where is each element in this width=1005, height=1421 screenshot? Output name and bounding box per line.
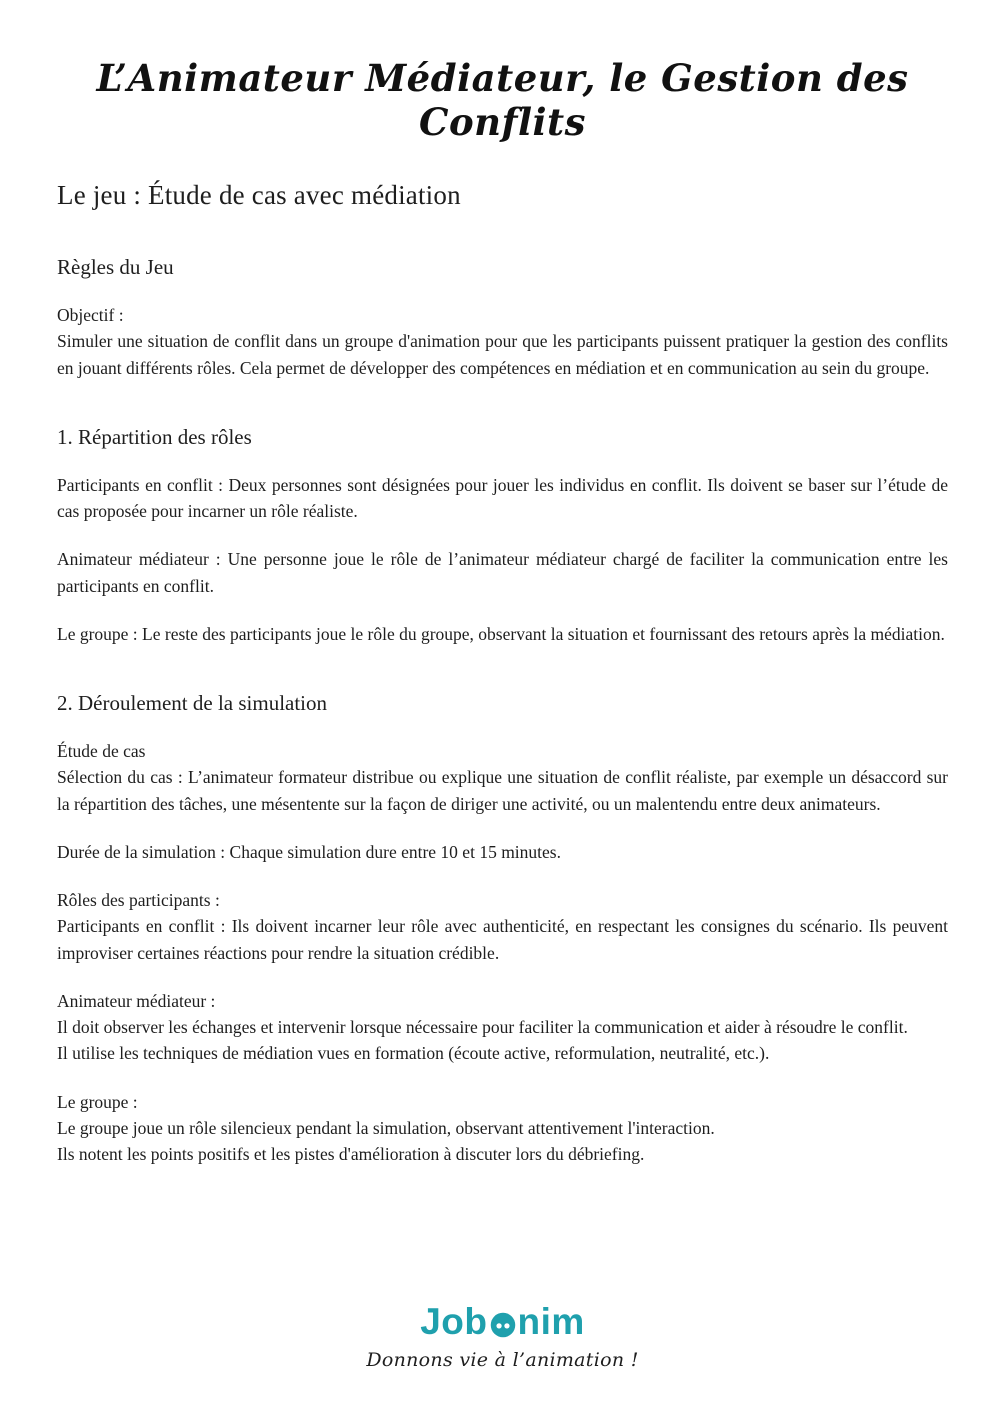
text-line: Durée de la simulation : Chaque simulation dure entre 10 et 15 minutes. xyxy=(57,841,561,862)
page-title xyxy=(57,180,948,211)
paragraph-animateur-mediateur xyxy=(57,546,948,599)
text-line: Le groupe : xyxy=(57,1091,138,1112)
paragraph-duree-simulation xyxy=(57,839,948,865)
section-heading-regles-du-jeu xyxy=(57,255,948,280)
document-script-title: L’Animateur Médiateur, le Gestion des Conflits xyxy=(96,56,909,144)
footer-tagline: Donnons vie à l’animation ! xyxy=(366,1349,639,1371)
logo-text-suffix: nim xyxy=(517,1301,585,1342)
text-line: Animateur médiateur : xyxy=(57,990,216,1011)
logo-text-prefix: Job xyxy=(420,1301,488,1342)
text-line: Sélection du cas : L’animateur formateur distribue ou explique une situation de conflit réaliste, par exemple un désaccord sur la répartition des tâches, une mésentente sur la façon de diriger une activité, ou un malentendu entre deux animateurs. xyxy=(57,767,948,814)
paragraph-le-groupe xyxy=(57,621,948,647)
text-line: Simuler une situation de conflit dans un groupe d'animation pour que les participants puissent pratiquer la gestion des conflits en jouant différents rôles. Cela permet de développer des compétences en médiation et en communication au sein du groupe. xyxy=(57,331,948,378)
paragraph-objectif xyxy=(57,302,948,381)
footer xyxy=(0,1303,1005,1371)
text-line: Participants en conflit : Deux personnes sont désignées pour jouer les individus en conflit. Ils doivent se baser sur l’étude de cas proposée pour incarner un rôle réaliste. xyxy=(57,474,948,521)
logo-a-icon xyxy=(489,1311,517,1339)
jobanim-logo xyxy=(420,1303,585,1340)
text-line: Étude de cas xyxy=(57,741,146,761)
text-line: Rôles des participants : xyxy=(57,890,220,910)
text-line: 1. Répartition des rôles xyxy=(57,424,252,449)
text-line: Le groupe : Le reste des participants joue le rôle du groupe, observant la situation et fournissant des retours après la médiation. xyxy=(57,623,945,644)
text-line: Animateur médiateur : Une personne joue le rôle de l’animateur médiateur chargé de faciliter la communication entre les participants en conflit. xyxy=(57,549,948,596)
text-line: Ils notent les points positifs et les pistes d'amélioration à discuter lors du débriefing. xyxy=(57,1144,645,1164)
text-line: Règles du Jeu xyxy=(57,255,174,279)
section-heading-repartition-des-roles xyxy=(57,425,948,450)
paragraph-animateur-mediateur-simulation xyxy=(57,988,948,1067)
text-line: Objectif : xyxy=(57,305,124,325)
paragraph-participants-en-conflit xyxy=(57,472,948,525)
text-line: Le jeu : Étude de cas avec médiation xyxy=(57,180,461,210)
text-line: Il doit observer les échanges et intervenir lorsque nécessaire pour faciliter la communication et aider à résoudre le conflit. xyxy=(57,1017,908,1037)
section-heading-deroulement-simulation xyxy=(57,691,948,716)
paragraph-etude-de-cas xyxy=(57,738,948,817)
text-line: 2. Déroulement de la simulation xyxy=(57,691,328,715)
paragraph-roles-des-participants xyxy=(57,887,948,966)
text-line: Participants en conflit : Ils doivent incarner leur rôle avec authenticité, en respectant les consignes du scénario. Ils peuvent improviser certaines réactions pour rendre la situation crédible. xyxy=(57,916,948,963)
document-body xyxy=(57,180,948,1167)
text-line: Il utilise les techniques de médiation vues en formation (écoute active, reformulation, neutralité, etc.). xyxy=(57,1043,770,1064)
paragraph-le-groupe-simulation xyxy=(57,1089,948,1168)
text-line: Le groupe joue un rôle silencieux pendant la simulation, observant attentivement l'interaction. xyxy=(57,1117,715,1138)
